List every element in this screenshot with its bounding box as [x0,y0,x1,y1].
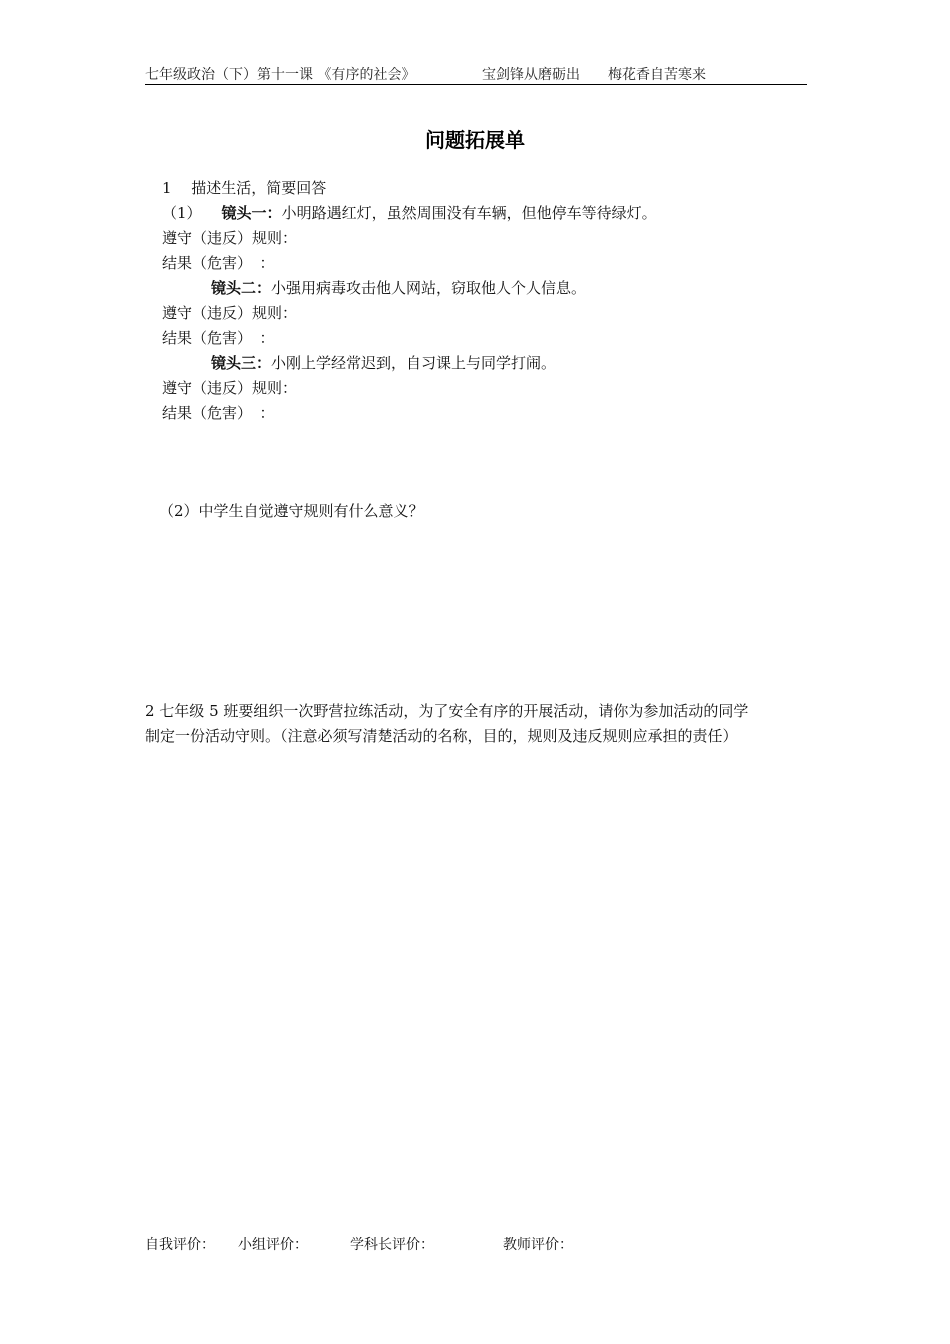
scene1-rule-prompt: 遵守（违反）规则： [162,229,298,247]
scene2-rule-prompt: 遵守（违反）规则： [162,304,298,322]
scene3-line [211,352,556,373]
part1-prefix: （1） [162,204,202,222]
scene2-line [211,277,586,298]
header-motto: 宝剑锋从磨砺出 梅花香自苦寒来 [482,67,706,83]
header-divider [145,84,807,85]
scene3-rule-prompt: 遵守（违反）规则： [162,379,298,397]
page-title: 问题拓展单 [425,128,525,152]
scene2-text: 小强用病毒攻击他人网站，窃取他人个人信息。 [271,279,587,297]
section2-line2: 制定一份活动守则。（注意必须写清楚活动的名称，目的，规则及违反规则应承担的责任） [145,727,738,745]
section1-heading: 1 描述生活，简要回答 [162,179,327,197]
footer-teacher-evaluation: 教师评价： [503,1237,573,1253]
scene3-result-prompt: 结果（危害） ： [162,404,275,422]
footer-subject-leader-evaluation: 学科长评价： [350,1237,434,1253]
scene1-result-prompt: 结果（危害） ： [162,254,275,272]
section2-line1: 2 七年级 5 班要组织一次野营拉练活动，为了安全有序的开展活动，请你为参加活动的同学 [145,702,749,720]
scene3-label: 镜头三： [211,354,272,372]
scene1-text: 小明路遇红灯，虽然周围没有车辆，但他停车等待绿灯。 [281,204,657,222]
section1-part2-question: （2）中学生自觉遵守规则有什么意义？ [159,502,424,520]
scene2-result-prompt: 结果（危害） ： [162,329,275,347]
footer-self-evaluation: 自我评价： [145,1237,215,1253]
scene2-label: 镜头二： [211,279,272,297]
scene3-text: 小刚上学经常迟到，自习课上与同学打闹。 [271,354,557,372]
footer-group-evaluation: 小组评价： [238,1237,308,1253]
scene1-label: 镜头一： [221,204,282,222]
header-course: 七年级政治（下）第十一课 《有序的社会》 [145,67,416,83]
scene1-line [162,202,657,223]
